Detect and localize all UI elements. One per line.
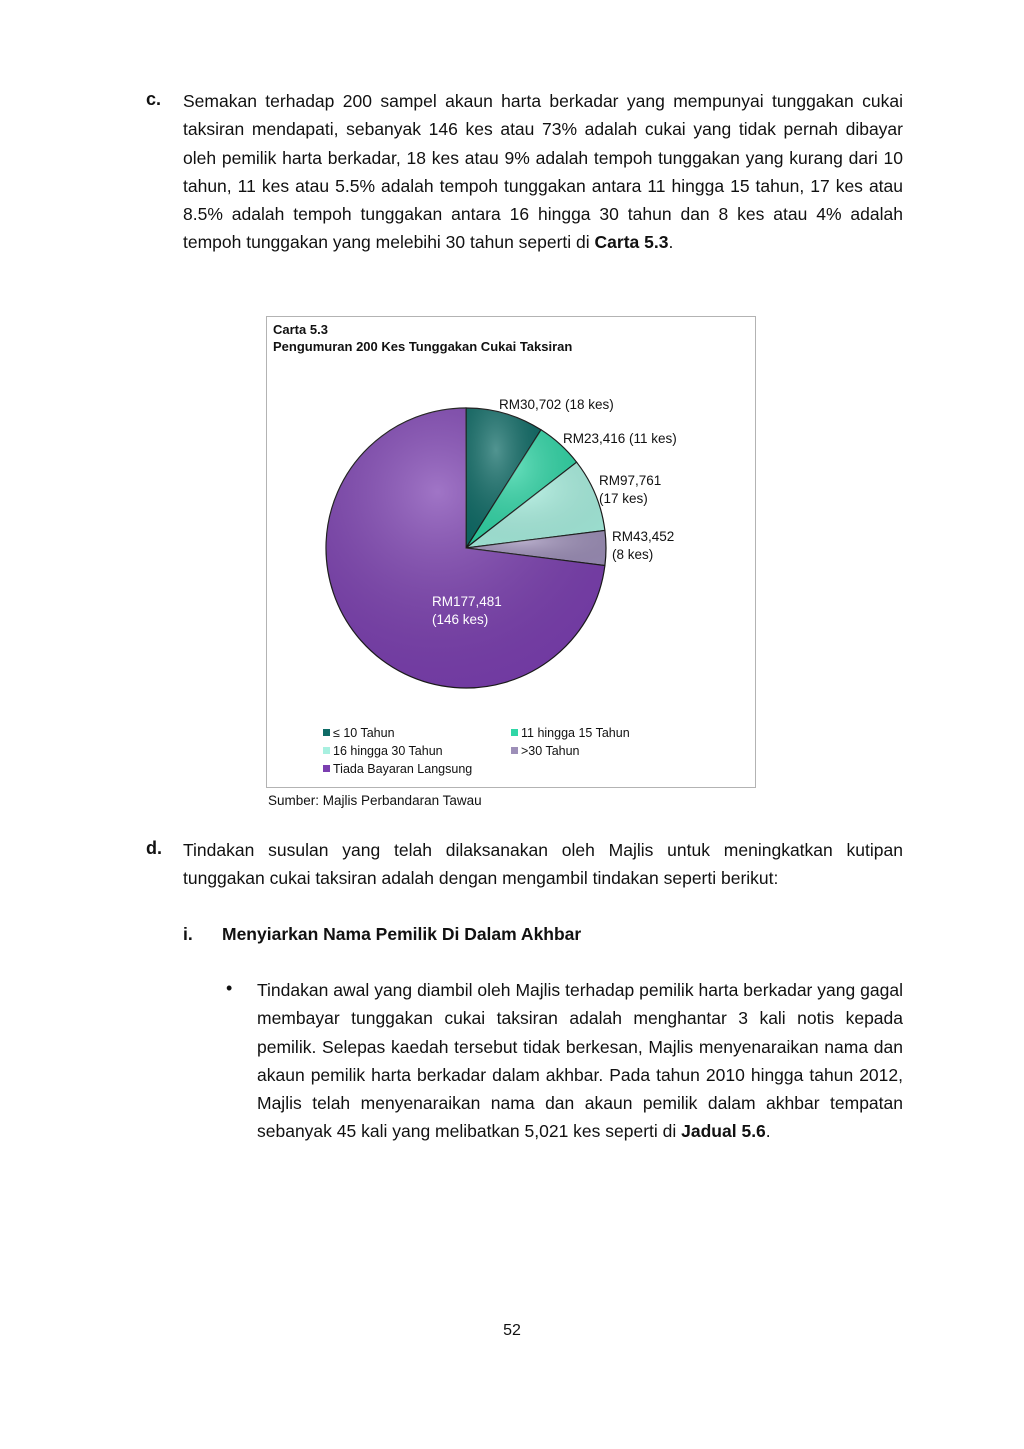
section-c-marker: c. xyxy=(146,89,162,109)
legend-swatch xyxy=(323,765,330,772)
slice-data-label: RM30,702 (18 kes) xyxy=(499,397,614,412)
page-number: 52 xyxy=(503,1322,521,1339)
legend-swatch xyxy=(323,729,330,736)
legend-label: 11 hingga 15 Tahun xyxy=(521,726,630,740)
legend-item xyxy=(323,724,395,742)
chart-title: Carta 5.3 xyxy=(273,322,328,337)
pie-chart-container xyxy=(266,316,756,788)
slice-data-label: RM23,416 (11 kes) xyxy=(563,431,677,446)
carta-reference: Carta 5.3 xyxy=(594,232,669,253)
jadual-reference: Jadual 5.6 xyxy=(681,1121,766,1142)
bullet-paragraph xyxy=(257,976,903,1146)
chart-subtitle: Pengumuran 200 Kes Tunggakan Cukai Taksiran xyxy=(273,339,573,354)
slice-data-label: (8 kes) xyxy=(612,547,654,562)
legend-label: 16 hingga 30 Tahun xyxy=(333,744,443,758)
section-c-text: Semakan terhadap 200 sampel akaun harta berkadar yang mempunyai tunggakan cukai taksiran mendapati, sebanyak 146 kes atau 73% adalah cukai yang tidak pernah dibayar oleh pemilik harta berkadar, 18 kes atau 9% adalah tempoh tunggakan yang kurang dari 10 tahun, 11 kes atau 5.5% adalah tempoh tunggakan antara 11 hingga 15 tahun, 17 kes atau 8.5% adalah tempoh tunggakan antara 16 hingga 30 tahun dan 8 kes atau 4% adalah tempoh tunggakan yang melebihi 30 tahun seperti di xyxy=(183,91,903,253)
legend-item xyxy=(323,760,472,778)
subsection-i-title: Menyiarkan Nama Pemilik Di Dalam Akhbar xyxy=(222,924,582,944)
chart-source: Sumber: Majlis Perbandaran Tawau xyxy=(268,793,482,808)
slice-data-label: RM97,761 xyxy=(599,473,662,488)
legend-swatch xyxy=(511,747,518,754)
slice-data-label: RM43,452 xyxy=(612,529,675,544)
section-d-paragraph: Tindakan susulan yang telah dilaksanakan oleh Majlis untuk meningkatkan kutipan tunggakan cukai taksiran adalah dengan mengambil tindakan seperti berikut: xyxy=(183,840,903,889)
subsection-i-marker: i. xyxy=(183,924,193,944)
pie-chart xyxy=(267,317,757,789)
section-c-end: . xyxy=(668,232,674,253)
legend-item xyxy=(511,724,630,742)
slice-data-label: RM177,481 xyxy=(432,594,502,609)
legend-item xyxy=(511,742,580,760)
bullet-text: Tindakan awal yang diambil oleh Majlis terhadap pemilik harta berkadar yang gagal membayar tunggakan cukai taksiran adalah menghantar 3 kali notis kepada pemilik. Selepas kaedah tersebut tidak berkesan, Majlis menyenaraikan nama dan akaun pemilik harta berkadar dalam akhbar. Pada tahun 2010 hingga tahun 2012, Majlis telah menyenaraikan nama dan akaun pemilik dalam akhbar tempatan sebanyak 45 kali yang melibatkan 5,021 kes seperti di xyxy=(257,980,903,1142)
slice-data-label: (17 kes) xyxy=(599,491,648,506)
slice-data-label: (146 kes) xyxy=(432,612,489,627)
legend-label: Tiada Bayaran Langsung xyxy=(333,762,473,776)
section-c-paragraph xyxy=(183,87,903,257)
legend-label: ≤ 10 Tahun xyxy=(333,726,395,740)
legend-label: >30 Tahun xyxy=(521,744,580,758)
section-d-marker: d. xyxy=(146,838,162,858)
legend-swatch xyxy=(511,729,518,736)
legend-item xyxy=(323,742,443,760)
bullet-end: . xyxy=(765,1121,771,1142)
bullet-symbol: • xyxy=(226,978,233,998)
legend-swatch xyxy=(323,747,330,754)
